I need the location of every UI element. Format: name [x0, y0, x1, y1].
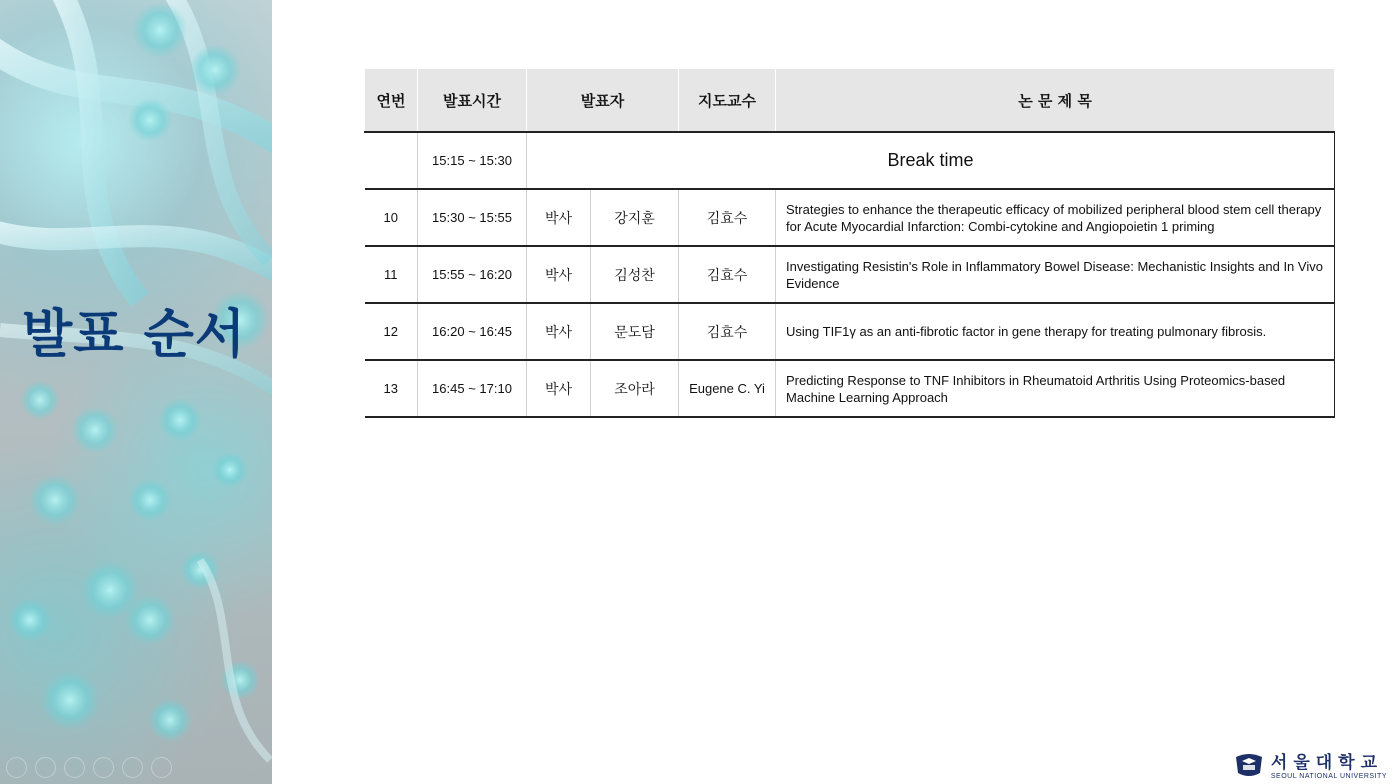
- table-row: [365, 189, 1335, 246]
- row-presenter: 강지훈: [591, 189, 679, 246]
- row-degree: 박사: [527, 189, 591, 246]
- row-time: 15:55 ~ 16:20: [418, 246, 527, 303]
- header-paper-title: 논 문 제 목: [776, 69, 1335, 132]
- row-time: 15:30 ~ 15:55: [418, 189, 527, 246]
- row-number: 13: [365, 360, 418, 417]
- schedule-table: [364, 69, 1335, 418]
- logo-name-korean: 서울대학교: [1270, 753, 1384, 773]
- row-degree: 박사: [527, 360, 591, 417]
- table-row: [365, 303, 1335, 360]
- zoom-icon[interactable]: [122, 757, 143, 778]
- row-advisor: 김효수: [679, 189, 776, 246]
- break-row: [365, 132, 1335, 189]
- row-advisor: 김효수: [679, 246, 776, 303]
- row-paper-title: Predicting Response to TNF Inhibitors in Rheumatoid Arthritis Using Proteomics-based Machine Learning Approach: [776, 360, 1335, 417]
- side-panel-background: [0, 0, 272, 784]
- row-number: 12: [365, 303, 418, 360]
- row-time: 16:20 ~ 16:45: [418, 303, 527, 360]
- dna-illustration: [0, 0, 272, 784]
- header-presenter: 발표자: [527, 69, 679, 132]
- break-number: [365, 132, 418, 189]
- row-number: 11: [365, 246, 418, 303]
- header-advisor: 지도교수: [679, 69, 776, 132]
- row-paper-title: Strategies to enhance the therapeutic efficacy of mobilized peripheral blood stem cell therapy for Acute Myocardial Infarction: Combi-cytokine and Angiopoietin 1 priming: [776, 189, 1335, 246]
- university-emblem-icon: [1233, 749, 1265, 779]
- row-paper-title: Investigating Resistin's Role in Inflammatory Bowel Disease: Mechanistic Insights and In Vivo Evidence: [776, 246, 1335, 303]
- table-row: [365, 246, 1335, 303]
- logo-name-english: SEOUL NATIONAL UNIVERSITY: [1270, 773, 1387, 780]
- row-presenter: 문도담: [591, 303, 679, 360]
- row-advisor: Eugene C. Yi: [679, 360, 776, 417]
- header-time: 발표시간: [418, 69, 527, 132]
- row-number: 10: [365, 189, 418, 246]
- slides-grid-icon[interactable]: [93, 757, 114, 778]
- more-options-icon[interactable]: [151, 757, 172, 778]
- row-time: 16:45 ~ 17:10: [418, 360, 527, 417]
- row-paper-title: Using TIF1γ as an anti-fibrotic factor in gene therapy for treating pulmonary fibrosis.: [776, 303, 1335, 360]
- slide-title: 발표 순서: [22, 305, 247, 365]
- table-header-row: [365, 69, 1335, 132]
- row-presenter: 김성찬: [591, 246, 679, 303]
- pen-icon[interactable]: [64, 757, 85, 778]
- row-advisor: 김효수: [679, 303, 776, 360]
- break-label: Break time: [527, 132, 1335, 189]
- row-degree: 박사: [527, 303, 591, 360]
- slide-nav-controls: [6, 757, 172, 778]
- table-row: [365, 360, 1335, 417]
- header-number: 연번: [365, 69, 418, 132]
- break-time: 15:15 ~ 15:30: [418, 132, 527, 189]
- previous-slide-icon[interactable]: [6, 757, 27, 778]
- row-presenter: 조아라: [591, 360, 679, 417]
- row-degree: 박사: [527, 246, 591, 303]
- next-slide-icon[interactable]: [35, 757, 56, 778]
- university-logo: [1233, 748, 1387, 780]
